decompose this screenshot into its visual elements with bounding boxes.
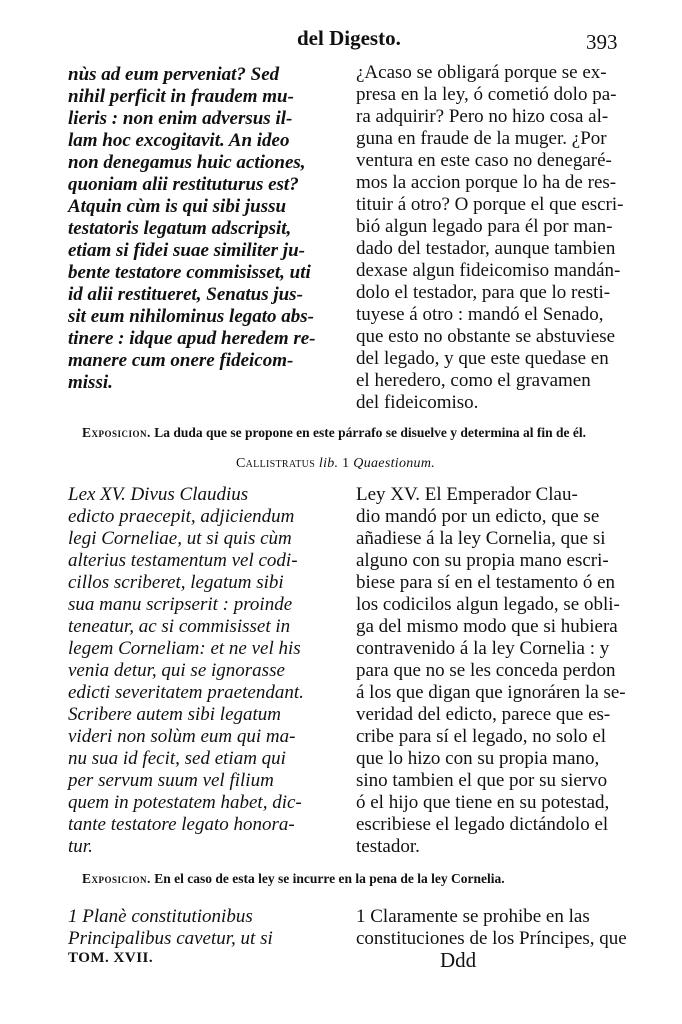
text-line: guna en fraude de la muger. ¿Por bbox=[356, 128, 607, 149]
text-line: sit eum nihilominus legato abs- bbox=[68, 306, 314, 327]
text-line: nihil perficit in fraudem mu- bbox=[68, 86, 294, 107]
signature-mark: Ddd bbox=[440, 948, 477, 972]
text-line: tuyese á otro : mandó el Senado, bbox=[356, 304, 604, 325]
text-line: teneatur, ac si commisisset in bbox=[68, 616, 291, 637]
exposicion-label: Exposicion. bbox=[82, 871, 151, 886]
section1-latin-column bbox=[68, 64, 338, 394]
text-line: ra adquirir? Pero no hizo cosa al- bbox=[356, 106, 609, 127]
text-line: videri non solùm eum qui ma- bbox=[68, 726, 296, 747]
exposicion-label: Exposicion. bbox=[82, 425, 151, 440]
text-line: venia detur, qui se ignorasse bbox=[68, 660, 285, 681]
text-line: edicto praecepit, adjiciendum bbox=[68, 506, 295, 527]
text-line: biese para sí en el testamento ó en bbox=[356, 572, 616, 593]
text-line: missi. bbox=[68, 372, 113, 393]
exposicion-text: En el caso de esta ley se incurre en la pena de la ley Cornelia. bbox=[154, 871, 505, 886]
section3-latin-column bbox=[68, 906, 338, 950]
text-line: alguno con su propia mano escri- bbox=[356, 550, 609, 571]
text-line: manere cum onere fideicom- bbox=[68, 350, 294, 371]
text-line: dolo el testador, para que lo resti- bbox=[356, 282, 611, 303]
section1-spanish-column bbox=[356, 62, 626, 414]
text-line: los codicilos algun legado, se obli- bbox=[356, 594, 620, 615]
text-line: tante testatore legato honora- bbox=[68, 814, 295, 835]
text-line: Principalibus cavetur, ut si bbox=[68, 928, 273, 949]
text-line: ventura en este caso no denegaré- bbox=[356, 150, 612, 171]
text-line: nùs ad eum perveniat? Sed bbox=[68, 64, 280, 85]
text-line: id alii restitueret, Senatus jus- bbox=[68, 284, 303, 305]
section2-latin-column bbox=[68, 484, 338, 858]
text-line: edicti severitatem praetendant. bbox=[68, 682, 304, 703]
exposicion-note-1 bbox=[82, 424, 638, 442]
text-line: nu sua id fecit, sed etiam qui bbox=[68, 748, 286, 769]
text-line: cillos scriberet, legatum sibi bbox=[68, 572, 284, 593]
text-line: per servum suum vel filium bbox=[68, 770, 274, 791]
text-line: quem in potestatem habet, dic- bbox=[68, 792, 302, 813]
source-citation bbox=[236, 456, 435, 472]
text-line: tinere : idque apud heredem re- bbox=[68, 328, 316, 349]
text-line: escribiese el legado dictándolo el bbox=[356, 814, 609, 835]
text-line: bió algun legado para él por man- bbox=[356, 216, 613, 237]
volume-label: TOM. XVII. bbox=[68, 950, 154, 966]
text-line: sua manu scripserit : proinde bbox=[68, 594, 293, 615]
section2-spanish-column bbox=[356, 484, 626, 858]
text-line: Scribere autem sibi legatum bbox=[68, 704, 282, 725]
text-line: 1 Claramente se prohibe en las bbox=[356, 906, 590, 927]
text-line: del fideicomiso. bbox=[356, 392, 479, 413]
text-line: ó el hijo que tiene en su potestad, bbox=[356, 792, 610, 813]
text-line: ¿Acaso se obligará porque se ex- bbox=[356, 62, 607, 83]
text-line: para que no se les conceda perdon bbox=[356, 660, 616, 681]
text-line: Atquin cùm is qui sibi jussu bbox=[68, 196, 287, 217]
text-line: tur. bbox=[68, 836, 93, 857]
text-line: dexase algun fideicomiso mandán- bbox=[356, 260, 621, 281]
running-title: del Digesto. bbox=[297, 26, 401, 50]
text-line: alterius testamentum vel codi- bbox=[68, 550, 298, 571]
source-book-number: 1 bbox=[342, 456, 350, 471]
text-line: etiam si fidei suae similiter ju- bbox=[68, 240, 305, 261]
source-lib: lib. bbox=[318, 456, 339, 471]
text-line: que lo hizo con su propia mano, bbox=[356, 748, 600, 769]
text-line: dado del testador, aunque tambien bbox=[356, 238, 616, 259]
text-line: mos la accion porque lo ha de res- bbox=[356, 172, 617, 193]
text-line: dio mandó por un edicto, que se bbox=[356, 506, 600, 527]
text-line: contravenido á la ley Cornelia : y bbox=[356, 638, 610, 659]
text-line: ga del mismo modo que si hubiera bbox=[356, 616, 618, 637]
text-line: legem Corneliam: et ne vel his bbox=[68, 638, 301, 659]
text-line: que esto no obstante se abstuviese bbox=[356, 326, 616, 347]
page-number: 393 bbox=[586, 30, 618, 54]
text-line: legi Corneliae, ut si quis cùm bbox=[68, 528, 292, 549]
text-line: á los que digan que ignoráren la se- bbox=[356, 682, 626, 703]
text-line: añadiese á la ley Cornelia, que si bbox=[356, 528, 606, 549]
text-line: Lex XV. Divus Claudius bbox=[68, 484, 249, 505]
source-work: Quaestionum. bbox=[353, 456, 436, 471]
text-line: lam hoc excogitavit. An ideo bbox=[68, 130, 290, 151]
text-line: testador. bbox=[356, 836, 420, 857]
exposicion-text: La duda que se propone en este párrafo se disuelve y determina al fin de él. bbox=[154, 425, 587, 440]
text-line: del legado, y que este quedase en bbox=[356, 348, 609, 369]
text-line: Ley XV. El Emperador Clau- bbox=[356, 484, 578, 505]
text-line: el heredero, como el gravamen bbox=[356, 370, 591, 391]
source-author: Callistratus bbox=[236, 456, 316, 471]
text-line: cribe para sí el legado, no solo el bbox=[356, 726, 607, 747]
exposicion-note-2 bbox=[82, 870, 638, 888]
running-head bbox=[0, 26, 682, 56]
text-line: bente testatore commisisset, uti bbox=[68, 262, 311, 283]
text-line: constituciones de los Príncipes, que bbox=[356, 928, 627, 949]
text-line: tituir á otro? O porque el que escri- bbox=[356, 194, 624, 215]
text-line: sino tambien el que por su siervo bbox=[356, 770, 608, 791]
text-line: quoniam alii restituturus est? bbox=[68, 174, 299, 195]
text-line: presa en la ley, ó cometió dolo pa- bbox=[356, 84, 617, 105]
text-line: veridad del edicto, parece que es- bbox=[356, 704, 611, 725]
text-line: testatoris legatum adscripsit, bbox=[68, 218, 292, 239]
text-line: lieris : non enim adversus il- bbox=[68, 108, 293, 129]
text-line: 1 Planè constitutionibus bbox=[68, 906, 253, 927]
section3-spanish-column bbox=[356, 906, 626, 950]
text-line: non denegamus huic actiones, bbox=[68, 152, 306, 173]
